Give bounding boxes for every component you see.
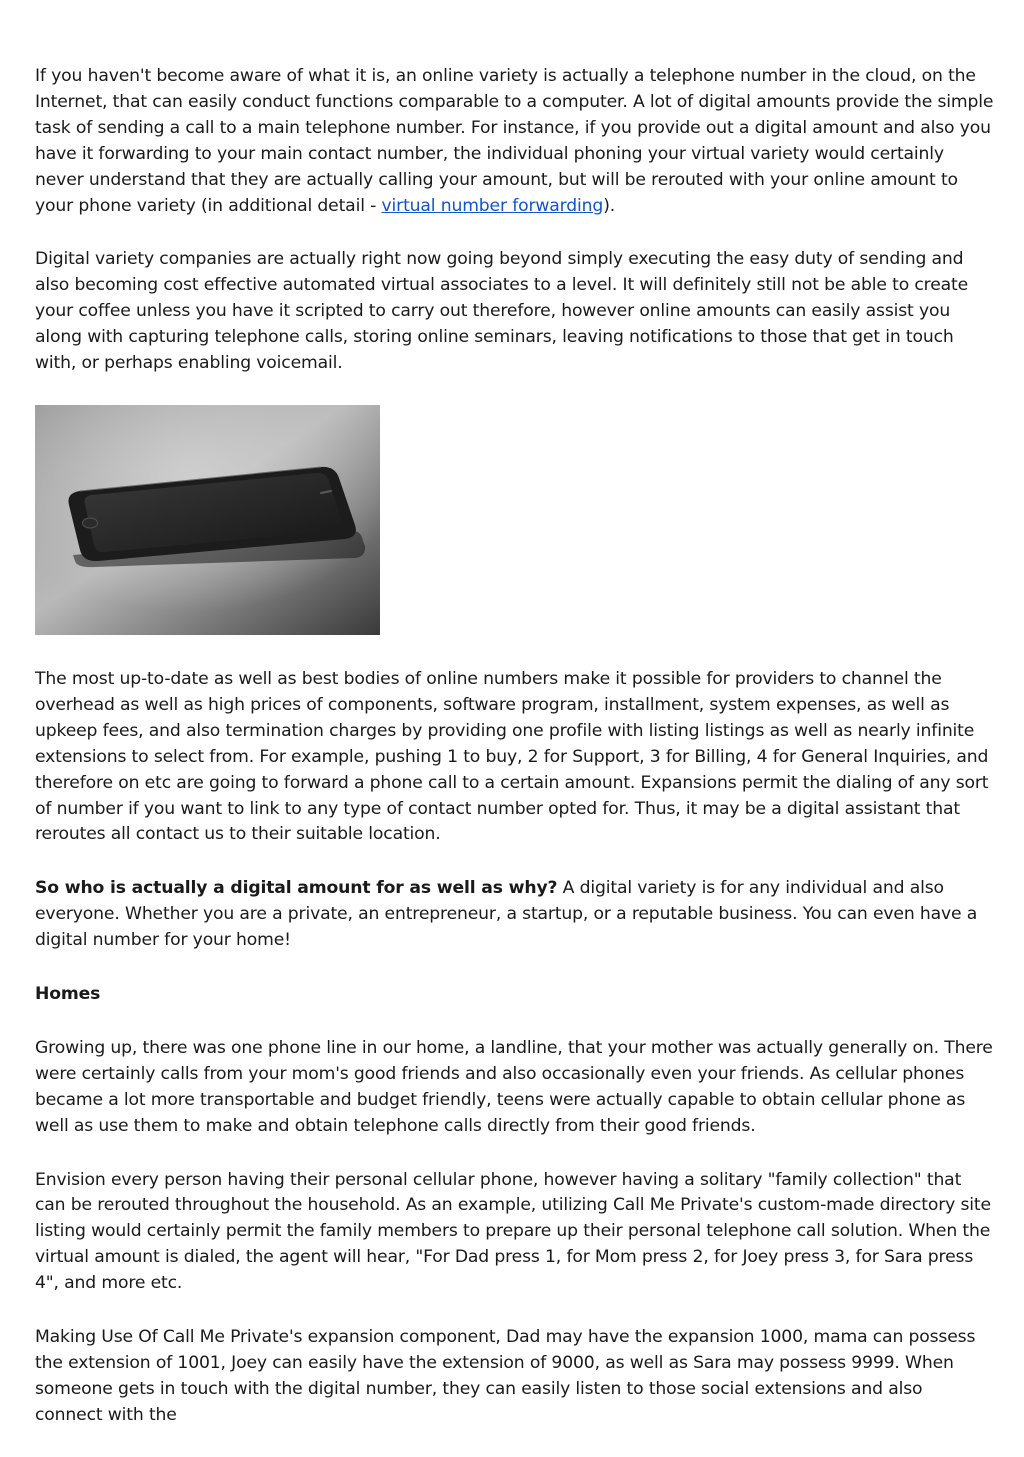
who-answer: A digital variety is for any individual and also everyone. Whether you are a private, an entrepreneur, a startup, or a reputable business. You can even have a digital number for your home!	[35, 878, 978, 951]
heading-homes: Homes	[35, 984, 101, 1005]
paragraph-providers: Digital variety companies are actually right now going beyond simply executing the easy duty of sending and also becoming cost effective automated virtual associates to a level. It will definitely still not be able to create your coffee unless you have it scripted to carry out therefore, however online amounts can easily assist you along with capturing telephone calls, storing online seminars, leaving notifications to those that get in touch with, or perhaps enabling voicemail.	[35, 249, 969, 374]
paragraph-systems: The most up-to-date as well as best bodies of online numbers make it possible for providers to channel the overhead as well as high prices of components, software program, installment, system expenses, as well as upkeep fees, and also termination charges by providing one profile with listing listings as well as nearly infinite extensions to select from. For example, pushing 1 to buy, 2 for Support, 3 for Billing, 4 for General Inquiries, and therefore on etc are going to forward a phone call to a certain amount. Expansions permit the dialing of any sort of number if you want to link to any type of contact number opted for. Thus, it may be a digital assistant that reroutes all contact us to their suitable location.	[35, 668, 989, 845]
who-question: So who is actually a digital amount for as well as why?	[35, 878, 558, 899]
paragraph-who	[35, 876, 995, 954]
intro-text: If you haven't become aware of what it is, an online variety is actually a telephone number in the cloud, on the Internet, that can easily conduct functions comparable to a computer. A lot of digital amounts provide the simple task of sending a call to a main telephone number. For instance, if you provide out a digital amount and also you have it forwarding to your main contact number, the individual phoning your virtual variety would certainly never understand that they are actually calling your amount, but will be rerouted with your online amount to your phone variety (in additional detail -	[35, 66, 994, 216]
smartphone-photo	[35, 405, 380, 635]
paragraph-envision: Envision every person having their personal cellular phone, however having a solitary "family collection" that can be rerouted throughout the household. As an example, utilizing Call Me Private's custom-made directory site listing would certainly permit the family members to prepare up their personal telephone call solution. When the virtual amount is dialed, the agent will hear, "For Dad press 1, for Mom press 2, for Joey press 3, for Sara press 4", and more etc.	[35, 1169, 991, 1294]
document-page	[35, 64, 995, 1457]
paragraph-expansion: Making Use Of Call Me Private's expansion component, Dad may have the expansion 1000, mama can possess the extension of 1001, Joey can easily have the extension of 9000, as well as Sara may possess 9999. When someone gets in touch with the digital number, they can easily listen to those social extensions and also connect with the	[35, 1327, 976, 1425]
paragraph-intro	[35, 64, 995, 219]
intro-text-end: ).	[603, 195, 616, 216]
paragraph-growing-up: Growing up, there was one phone line in our home, a landline, that your mother was actually generally on. There were certainly calls from your mom's good friends and also occasionally even your friends. As cellular phones became a lot more transportable and budget friendly, teens were actually capable to obtain cellular phone as well as use them to make and obtain telephone calls directly from their good friends.	[35, 1037, 993, 1136]
virtual-number-forwarding-link[interactable]: virtual number forwarding	[381, 195, 604, 216]
